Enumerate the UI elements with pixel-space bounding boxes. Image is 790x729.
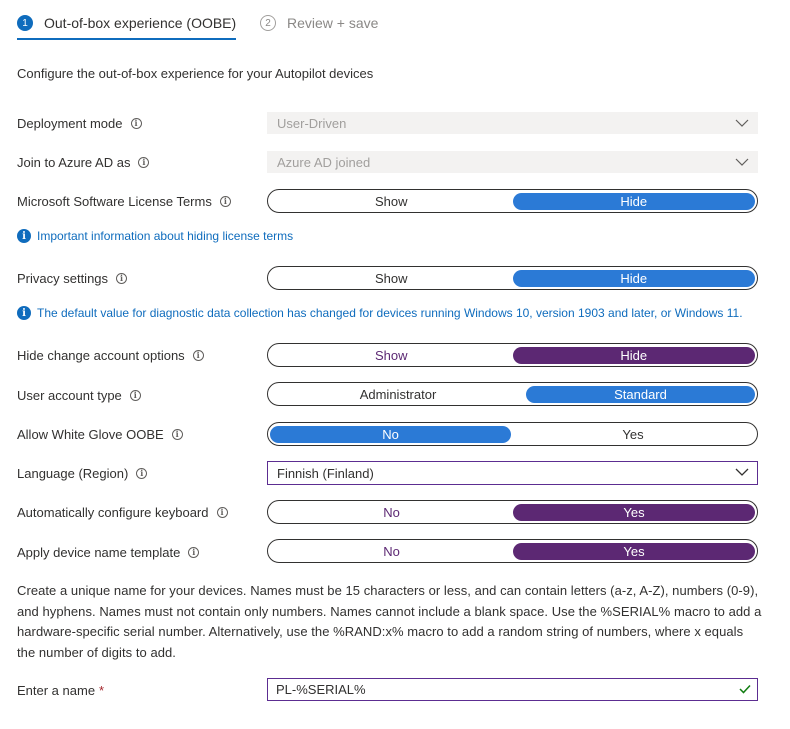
step-number-1: 1 xyxy=(17,15,33,31)
info-icon[interactable]: i xyxy=(130,390,141,401)
info-icon[interactable]: i xyxy=(217,507,228,518)
step-oobe[interactable] xyxy=(17,10,236,36)
chevron-down-icon[interactable] xyxy=(735,466,749,478)
info-icon[interactable]: i xyxy=(193,350,204,361)
deployment-mode-value: User-Driven xyxy=(277,115,347,131)
standard-option[interactable]: Standard xyxy=(526,386,755,403)
language-select[interactable] xyxy=(267,461,758,485)
keyboard-yes-option[interactable]: Yes xyxy=(513,504,755,521)
keyboard-label-text: Automatically configure keyboard xyxy=(17,504,209,520)
info-icon[interactable]: i xyxy=(116,273,127,284)
license-terms-label-text: Microsoft Software License Terms xyxy=(17,193,212,209)
language-value: Finnish (Finland) xyxy=(277,465,374,481)
device-name-description: Create a unique name for your devices. Names must be 15 characters or less, and can contain letters (a-z, A-Z), numbers (0-9), and hyphens. Names must not contain only numbers. Names cannot include a blank space. Use the %SERIAL% macro to add a hardware-specific serial number. Alternatively, use the %RAND:x% macro to add a random string of numbers, where x equals the number of digits to add. xyxy=(17,583,762,660)
white-glove-toggle xyxy=(267,422,758,446)
checkmark-icon xyxy=(739,684,751,694)
info-icon[interactable]: i xyxy=(136,468,147,479)
device-name-no-option[interactable]: No xyxy=(383,543,400,559)
device-name-input-value[interactable]: PL-%SERIAL% xyxy=(276,682,366,697)
device-name-template-toggle xyxy=(267,539,758,563)
info-icon[interactable]: i xyxy=(220,196,231,207)
hide-change-account-toggle xyxy=(267,343,758,367)
device-name-template-label-text: Apply device name template xyxy=(17,544,181,560)
privacy-label-text: Privacy settings xyxy=(17,270,109,286)
info-filled-icon: i xyxy=(17,229,31,243)
join-azure-value: Azure AD joined xyxy=(277,154,371,170)
license-terms-show-option[interactable]: Show xyxy=(374,193,408,209)
info-icon[interactable]: i xyxy=(138,157,149,168)
license-terms-toggle xyxy=(267,189,758,213)
hide-change-account-show-option[interactable]: Show xyxy=(374,347,408,363)
privacy-show-option[interactable]: Show xyxy=(374,270,408,286)
white-glove-yes-option[interactable]: Yes xyxy=(622,426,644,442)
white-glove-label-text: Allow White Glove OOBE xyxy=(17,426,164,442)
hide-change-account-hide-option[interactable]: Hide xyxy=(513,347,756,364)
language-label-text: Language (Region) xyxy=(17,465,129,481)
wizard-steps xyxy=(17,10,417,40)
administrator-option[interactable]: Administrator xyxy=(359,386,437,402)
info-filled-icon: i xyxy=(17,306,31,320)
enter-name-label xyxy=(17,679,104,701)
join-azure-label-text: Join to Azure AD as xyxy=(17,154,131,170)
license-info-link[interactable] xyxy=(17,229,293,243)
step-review-save[interactable] xyxy=(260,10,378,36)
deployment-mode-select xyxy=(267,112,758,134)
device-name-input[interactable] xyxy=(267,678,758,701)
hide-change-account-label xyxy=(17,344,204,366)
active-step-underline xyxy=(17,38,236,40)
user-account-type-label-text: User account type xyxy=(17,387,122,403)
keyboard-label xyxy=(17,501,228,523)
info-icon[interactable]: i xyxy=(172,429,183,440)
license-terms-hide-option[interactable]: Hide xyxy=(513,193,756,210)
user-account-type-toggle xyxy=(267,382,758,406)
step-label-review: Review + save xyxy=(287,15,379,31)
info-icon[interactable]: i xyxy=(131,118,142,129)
step-label-oobe: Out-of-box experience (OOBE) xyxy=(44,15,237,31)
device-name-template-label xyxy=(17,541,199,563)
privacy-info xyxy=(17,306,743,320)
license-terms-label xyxy=(17,190,231,212)
step-number-2: 2 xyxy=(260,15,276,31)
device-name-yes-option[interactable]: Yes xyxy=(513,543,755,560)
chevron-down-icon xyxy=(735,156,749,168)
privacy-label xyxy=(17,267,127,289)
hide-change-account-label-text: Hide change account options xyxy=(17,347,185,363)
privacy-toggle xyxy=(267,266,758,290)
deployment-mode-label xyxy=(17,112,142,134)
enter-name-label-text: Enter a name xyxy=(17,682,96,698)
chevron-down-icon xyxy=(735,117,749,129)
user-account-type-label xyxy=(17,384,141,406)
language-label xyxy=(17,462,147,484)
license-info-text[interactable]: Important information about hiding license terms xyxy=(37,229,294,243)
keyboard-no-option[interactable]: No xyxy=(383,504,400,520)
white-glove-no-option[interactable]: No xyxy=(270,426,511,443)
required-asterisk: * xyxy=(99,682,105,698)
info-icon[interactable]: i xyxy=(188,547,199,558)
join-azure-select xyxy=(267,151,758,173)
white-glove-label xyxy=(17,423,183,445)
join-azure-label xyxy=(17,151,149,173)
privacy-hide-option[interactable]: Hide xyxy=(513,270,756,287)
deployment-mode-label-text: Deployment mode xyxy=(17,115,123,131)
keyboard-toggle xyxy=(267,500,758,524)
intro-text: Configure the out-of-box experience for your Autopilot devices xyxy=(17,66,374,81)
privacy-info-text: The default value for diagnostic data collection has changed for devices running Windows 10, version 1903 and later, or Windows 11. xyxy=(37,306,743,320)
